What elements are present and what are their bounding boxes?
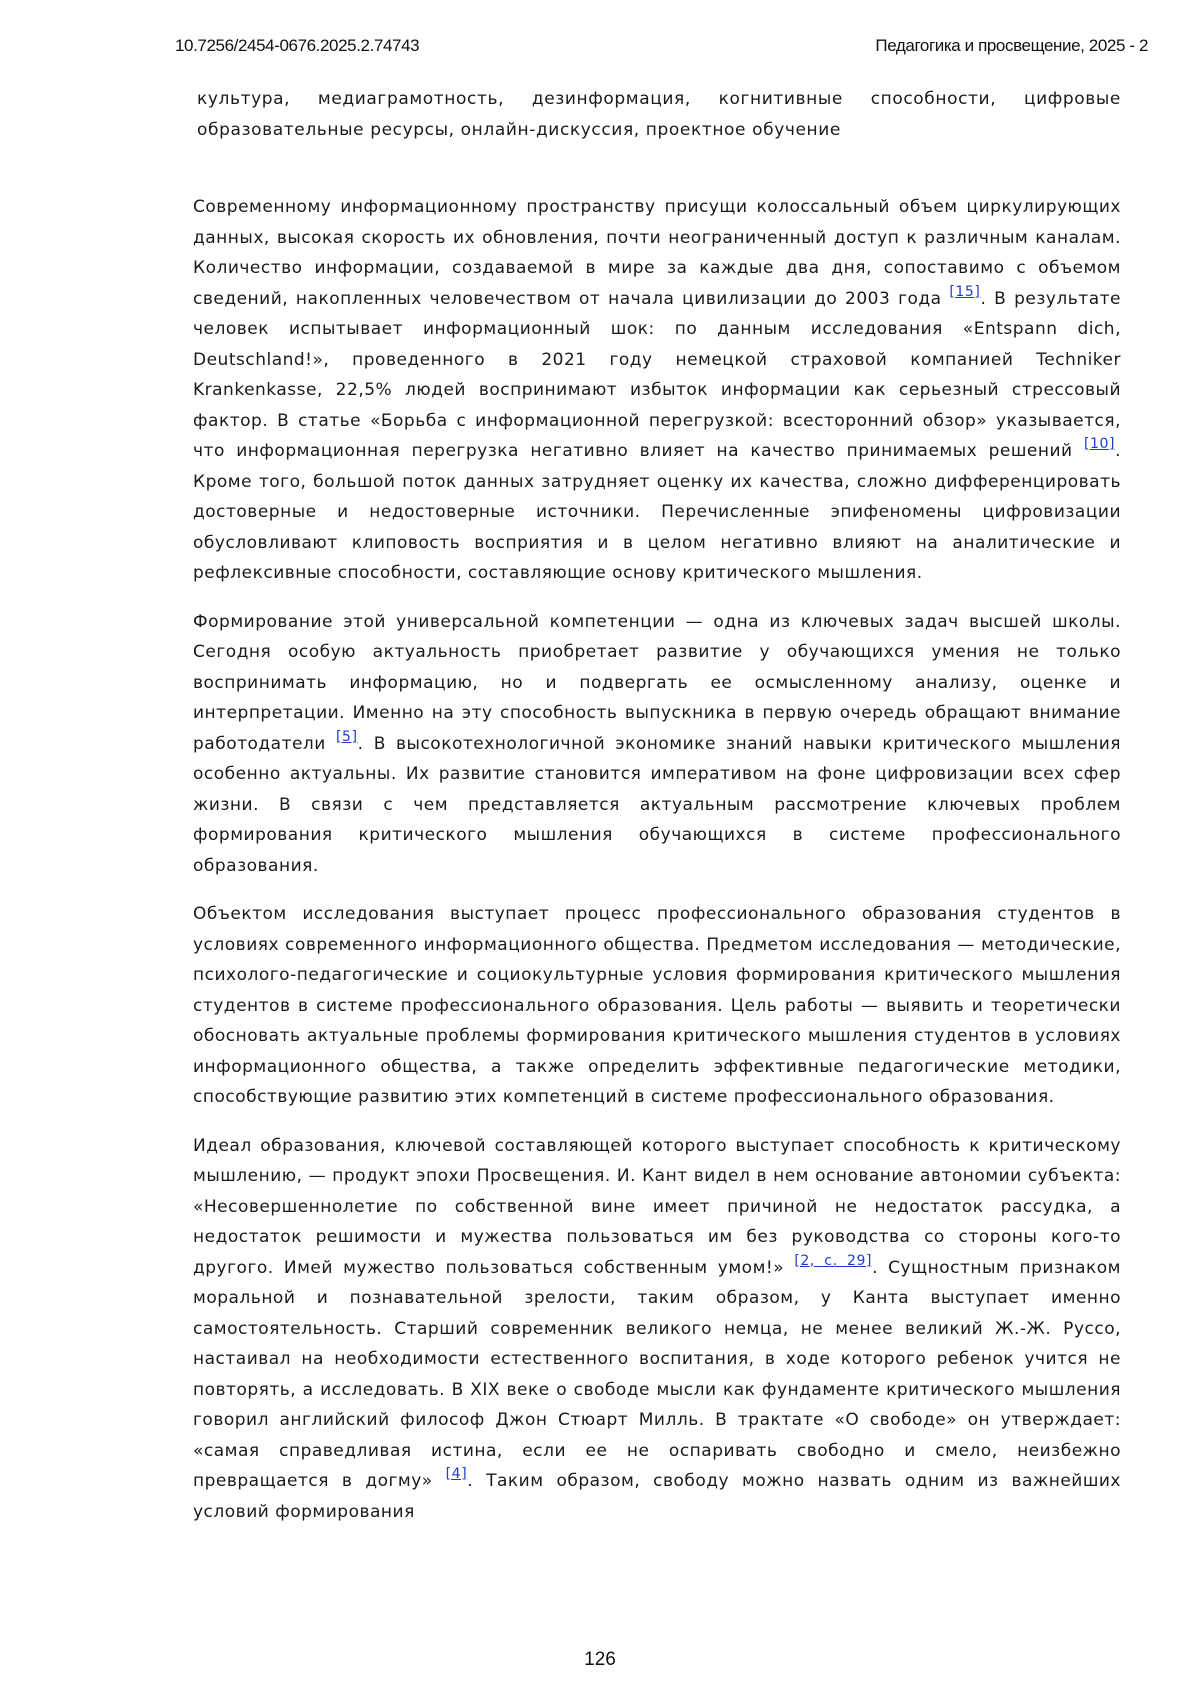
citation-link-2[interactable]: [2, с. 29] (794, 1253, 872, 1269)
paragraph-4-text-a: Идеал образования, ключевой составляющей которого выступает способность к критическому мышлению, — продукт эпохи Просвещения. И. Кант видел в нем основание автономии субъекта: «Несовершеннолетие по собственной вине имеет причиной не недостаток рассудка, а недостаток решимости и мужества пользоваться им без руководства со стороны кого-то другого. Имей мужество пользоваться собственным умом!» (193, 1136, 1121, 1278)
page-number: 126 (0, 1649, 1200, 1671)
citation-link-10[interactable]: [10] (1084, 436, 1115, 452)
paragraph-4-text-c: . Таким образом, свободу можно назвать одним из важнейших условий формирования (193, 1471, 1121, 1522)
paragraph-4 (193, 1131, 1121, 1528)
paragraph-1 (193, 192, 1121, 589)
paragraph-2-text-b: . В высокотехнологичной экономике знаний навыки критического мышления особенно актуальны. Их развитие становится императивом на фоне цифровизации всех сфер жизни. В связи с чем представляется актуальным рассмотрение ключевых проблем формирования критического мышления обучающихся в системе профессионального образования. (193, 734, 1121, 876)
citation-link-15[interactable]: [15] (949, 284, 980, 300)
citation-link-4[interactable]: [4] (446, 1466, 468, 1482)
paragraph-2-text-a: Формирование этой универсальной компетенции — одна из ключевых задач высшей школы. Сегодня особую актуальность приобретает развитие у обучающихся умения не только воспринимать информацию, но и подвергать ее осмысленному анализу, оценке и интерпретации. Именно на эту способность выпускника в первую очередь обращают внимание работодатели (193, 612, 1121, 754)
page-header (175, 36, 1148, 62)
keywords-line: культура, медиаграмотность, дезинформация, когнитивные способности, цифровые образовательные ресурсы, онлайн-дискуссия, проектное обучение (197, 84, 1121, 146)
paragraph-1-text-b: . В результате человек испытывает информационный шок: по данным исследования «Entspann dich, Deutschland!», проведенного в 2021 году немецкой страховой компанией Techniker Krankenkasse, 22,5% людей воспринимают избыток информации как серьезный стрессовый фактор. В статье «Борьба с информационной перегрузкой: всесторонний обзор» указывается, что информационная перегрузка негативно влияет на качество принимаемых решений (193, 289, 1121, 462)
paragraph-4-text-b: . Сущностным признаком моральной и познавательной зрелости, таким образом, у Канта выступает именно самостоятельность. Старший современник великого немца, не менее великий Ж.-Ж. Руссо, настаивал на необходимости естественного воспитания, в ходе которого ребенок учится не повторять, а исследовать. В XIX веке о свободе мысли как фундаменте критического мышления говорил английский философ Джон Стюарт Милль. В трактате «О свободе» он утверждает: «самая справедливая истина, если ее не оспаривать свободно и смело, неизбежно превращается в догму» (193, 1258, 1121, 1492)
paragraph-3: Объектом исследования выступает процесс профессионального образования студентов в условиях современного информационного общества. Предметом исследования — методические, психолого-педагогические и социокультурные условия формирования критического мышления студентов в системе профессионального образования. Цель работы — выявить и теоретически обосновать актуальные проблемы формирования критического мышления студентов в условиях информационного общества, а также определить эффективные педагогические методики, способствующие развитию этих компетенций в системе профессионального образования. (193, 899, 1121, 1113)
doi-label: 10.7256/2454-0676.2025.2.74743 (175, 36, 419, 56)
journal-label: Педагогика и просвещение, 2025 - 2 (875, 36, 1148, 56)
paragraph-1-text-c: . Кроме того, большой поток данных затрудняет оценку их качества, сложно дифференцировать достоверные и недостоверные источники. Перечисленные эпифеномены цифровизации обусловливают клиповость восприятия и в целом негативно влияют на аналитические и рефлексивные способности, составляющие основу критического мышления. (193, 441, 1121, 583)
citation-link-5[interactable]: [5] (336, 729, 358, 745)
article-body (193, 84, 1121, 1527)
paragraph-2 (193, 607, 1121, 882)
paragraph-1-text-a: Современному информационному пространству присущи колоссальный объем циркулирующих данных, высокая скорость их обновления, почти неограниченный доступ к различным каналам. Количество информации, создаваемой в мире за каждые два дня, сопоставимо с объемом сведений, накопленных человечеством от начала цивилизации до 2003 года (193, 197, 1121, 309)
